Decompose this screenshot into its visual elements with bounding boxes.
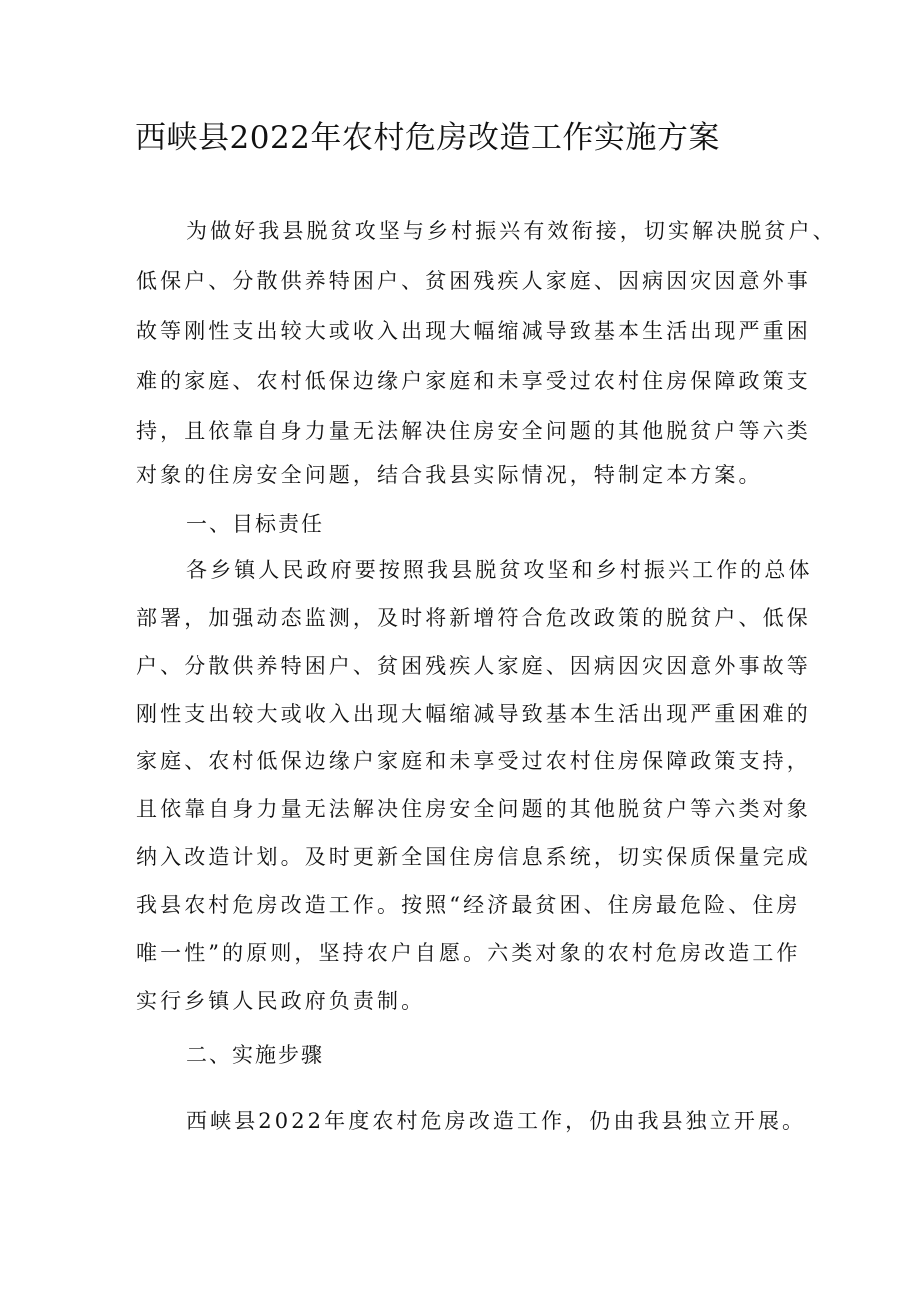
section-heading-steps: 二、实施步骤: [186, 1043, 324, 1067]
section1-line: 我县农村危房改造工作。按照“经济最贫困、住房最危险、住房: [136, 893, 801, 917]
intro-line: 故等刚性支出较大或收入出现大幅缩减导致基本生活出现严重困: [136, 319, 811, 343]
intro-line: 为做好我县脱贫攻坚与乡村振兴有效衔接，切实解决脱贫户、: [186, 219, 837, 243]
intro-line: 难的家庭、农村低保边缘户家庭和未享受过农村住房保障政策支: [136, 369, 811, 393]
intro-line: 对象的住房安全问题，结合我县实际情况，特制定本方案。: [136, 463, 763, 487]
intro-line: 持，且依靠自身力量无法解决住房安全问题的其他脱贫户等六类: [136, 419, 811, 443]
section1-line: 户、分散供养特困户、贫困残疾人家庭、因病因灾因意外事故等: [136, 654, 811, 678]
section1-line: 且依靠自身力量无法解决住房安全问题的其他脱贫户等六类对象: [136, 797, 811, 821]
intro-line: 低保户、分散供养特困户、贫困残疾人家庭、因病因灾因意外事: [136, 269, 811, 293]
section-heading-goals: 一、目标责任: [186, 512, 324, 536]
section1-line: 唯一性”的原则，坚持农户自愿。六类对象的农村危房改造工作: [136, 941, 801, 965]
document-title: 西峡县2022年农村危房改造工作实施方案: [135, 120, 720, 156]
section1-line: 刚性支出较大或收入出现大幅缩减导致基本生活出现严重困难的: [136, 702, 811, 726]
section1-line: 纳入改造计划。及时更新全国住房信息系统，切实保质保量完成: [136, 845, 811, 869]
section1-line: 实行乡镇人民政府负责制。: [136, 989, 426, 1013]
section1-line: 部署，加强动态监测，及时将新增符合危改政策的脱贫户、低保: [136, 606, 811, 630]
section1-line: 各乡镇人民政府要按照我县脱贫攻坚和乡村振兴工作的总体: [186, 558, 813, 582]
section1-line: 家庭、农村低保边缘户家庭和未享受过农村住房保障政策支持，: [136, 749, 811, 773]
section2-line: 西峡县2022年度农村危房改造工作，仍由我县独立开展。: [186, 1109, 807, 1133]
